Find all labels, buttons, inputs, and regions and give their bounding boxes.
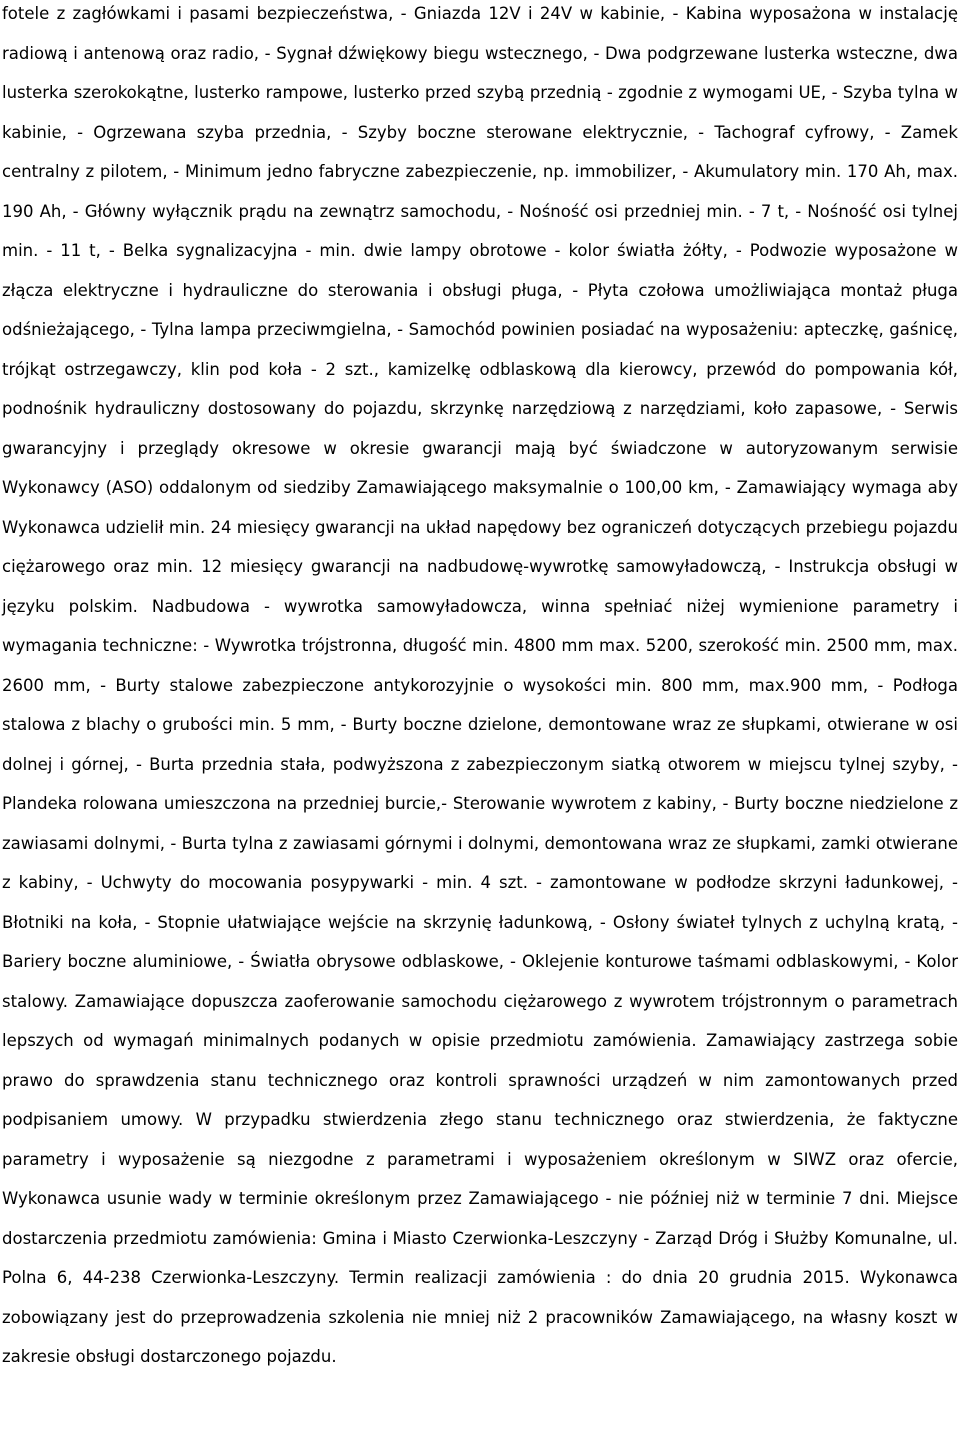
document-body-paragraph: fotele z zagłówkami i pasami bezpieczeństwa, - Gniazda 12V i 24V w kabinie, - Kabina wyposażona w instalację radiową i antenową oraz radio, - Sygnał dźwiękowy biegu wstecznego, - Dwa podgrzewane lusterka wsteczne, dwa lusterka szerokokątne, lusterko rampowe, lusterko przed szybą przednią - zgodnie z wymogami UE, - Szyba tylna w kabinie, - Ogrzewana szyba przednia, - Szyby boczne sterowane elektrycznie, - Tachograf cyfrowy, - Zamek centralny z pilotem, - Minimum jedno fabryczne zabezpieczenie, np. immobilizer, - Akumulatory min. 170 Ah, max. 190 Ah, - Główny wyłącznik prądu na zewnątrz samochodu, - Nośność osi przedniej min. - 7 t, - Nośność osi tylnej min. - 11 t, - Belka sygnalizacyjna - min. dwie lampy obrotowe - kolor światła żółty, - Podwozie wyposażone w złącza elektryczne i hydrauliczne do sterowania i obsługi pługa, - Płyta czołowa umożliwiająca montaż pługa odśnieżającego, - Tylna lampa przeciwmgielna, - Samochód powinien posiadać na wyposażeniu: apteczkę, gaśnicę, trójkąt ostrzegawczy, klin pod koła - 2 szt., kamizelkę odblaskową dla kierowcy, przewód do pompowania kół, podnośnik hydrauliczny dostosowany do pojazdu, skrzynkę narzędziową z narzędziami, koło zapasowe, - Serwis gwarancyjny i przeglądy okresowe w okresie gwarancji mają być świadczone w autoryzowanym serwisie Wykonawcy (ASO) oddalonym od siedziby Zamawiającego maksymalnie o 100,00 km, - Zamawiający wymaga aby Wykonawca udzielił min. 24 miesięcy gwarancji na układ napędowy bez ograniczeń dotyczących przebiegu pojazdu ciężarowego oraz min. 12 miesięcy gwarancji na nadbudowę-wywrotkę samowyładowczą, - Instrukcja obsługi w języku polskim. Nadbudowa - wywrotka samowyładowcza, winna spełniać niżej wymienione parametry i wymagania techniczne: - Wywrotka trójstronna, długość min. 4800 mm max. 5200, szerokość min. 2500 mm, max. 2600 mm, - Burty stalowe zabezpieczone antykorozyjnie o wysokości min. 800 mm, max.900 mm, - Podłoga stalowa z blachy o grubości min. 5 mm, - Burty boczne dzielone, demontowane wraz ze słupkami, otwierane w osi dolnej i górnej, - Burta przednia stała, podwyższona z zabezpieczonym siatką otworem w miejscu tylnej szyby, - Plandeka rolowana umieszczona na przedniej burcie,- Sterowanie wywrotem z kabiny, - Burty boczne niedzielone z zawiasami dolnymi, - Burta tylna z zawiasami górnymi i dolnymi, demontowana wraz ze słupkami, zamki otwierane z kabiny, - Uchwyty do mocowania posypywarki - min. 4 szt. - zamontowane w podłodze skrzyni ładunkowej, - Błotniki na koła, - Stopnie ułatwiające wejście na skrzynię ładunkową, - Osłony świateł tylnych z uchylną kratą, - Bariery boczne aluminiowe, - Światła obrysowe odblaskowe, - Oklejenie konturowe taśmami odblaskowymi, - Kolor stalowy. Zamawiające dopuszcza zaoferowanie samochodu ciężarowego z wywrotem trójstronnym o parametrach lepszych od wymagań minimalnych podanych w opisie przedmiotu zamówienia. Zamawiający zastrzega sobie prawo do sprawdzenia stanu technicznego oraz kontroli sprawności urządzeń w nim zamontowanych przed podpisaniem umowy. W przypadku stwierdzenia złego stanu technicznego oraz stwierdzenia, że faktyczne parametry i wyposażenie są niezgodne z parametrami i wyposażeniem określonym w SIWZ oraz ofercie, Wykonawca usunie wady w terminie określonym przez Zamawiającego - nie później niż w terminie 7 dni. Miejsce dostarczenia przedmiotu zamówienia: Gmina i Miasto Czerwionka-Leszczyny - Zarząd Dróg i Służby Komunalne, ul. Polna 6, 44-238 Czerwionka-Leszczyny. Termin realizacji zamówienia : do dnia 20 grudnia 2015. Wykonawca zobowiązany jest do przeprowadzenia szkolenia nie mniej niż 2 pracowników Zamawiającego, na własny koszt w zakresie obsługi dostarczonego pojazdu. [2,4,958,1366]
